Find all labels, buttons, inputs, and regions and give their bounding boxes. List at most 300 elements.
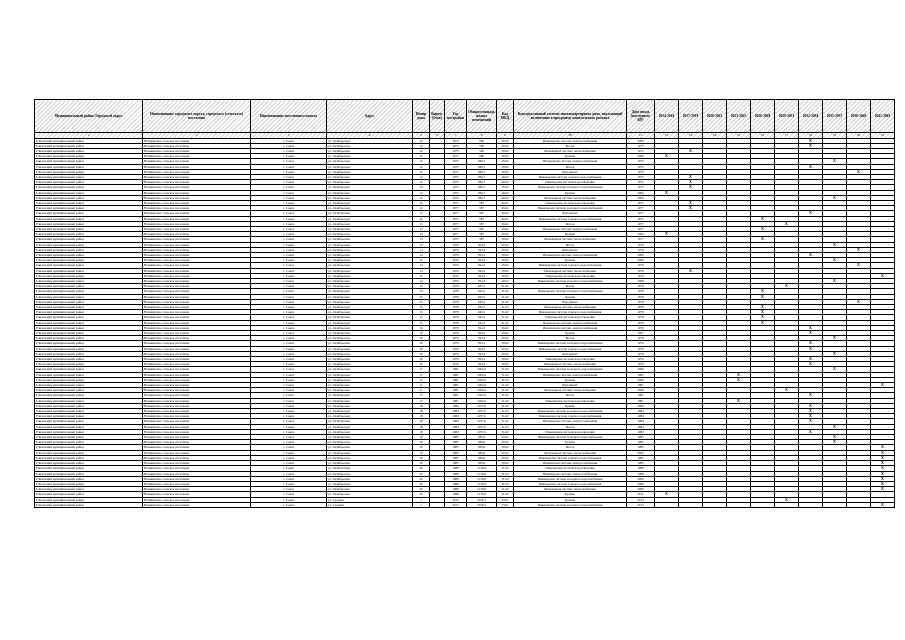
table-cell: Начикинское сельское поселение xyxy=(143,331,251,336)
table-cell: с. Сокоч xyxy=(251,185,327,190)
table-cell: 1979 xyxy=(445,336,467,341)
table-cell: 29.02 xyxy=(497,273,514,278)
table-cell: с. Сокоч xyxy=(251,471,327,476)
table-cell: 1037,6 xyxy=(467,409,497,414)
table-cell: 1981 xyxy=(445,388,467,393)
table-cell: Елизовский муниципальный район xyxy=(35,440,143,445)
table-cell: 12 xyxy=(413,148,430,153)
table-cell: ул. Октябрьская xyxy=(327,237,413,242)
table-cell: ул. Октябрьская xyxy=(327,278,413,283)
table-cell: 1984 xyxy=(445,419,467,424)
table-cell: 1976 xyxy=(445,273,467,278)
period-mark-cell: X xyxy=(751,226,775,231)
table-cell: Елизовский муниципальный район xyxy=(35,185,143,190)
table-cell: ул. Октябрьская xyxy=(327,341,413,346)
table-cell: 1975 xyxy=(627,174,655,179)
table-cell: 594,3 xyxy=(467,357,497,362)
table-cell: ул. Октябрьская xyxy=(327,346,413,351)
table-cell: 1981 xyxy=(445,398,467,403)
table-cell: 594,3 xyxy=(467,325,497,330)
table-cell: с. Сокоч xyxy=(251,226,327,231)
table-cell: 15 xyxy=(413,310,430,315)
table-cell: с. Сокоч xyxy=(251,487,327,492)
table-cell: 31.02 xyxy=(497,367,514,372)
table-cell: Елизовский муниципальный район xyxy=(35,331,143,336)
table-cell: ул. Октябрьская xyxy=(327,180,413,185)
table-cell: 31.02 xyxy=(497,372,514,377)
table-cell: Елизовский муниципальный район xyxy=(35,247,143,252)
table-cell: 1976 xyxy=(445,263,467,268)
table-cell: ул. Октябрьская xyxy=(327,398,413,403)
period-mark-cell: X xyxy=(823,424,847,429)
table-cell: с. Сокоч xyxy=(251,450,327,455)
table-cell: с. Сокоч xyxy=(251,377,327,382)
table-cell: Начикинское сельское поселение xyxy=(143,190,251,195)
table-cell: ул. Октябрьская xyxy=(327,388,413,393)
table-cell: ул. Октябрьская xyxy=(327,310,413,315)
table-cell: ул. Октябрьская xyxy=(327,325,413,330)
period-mark-cell: X xyxy=(799,325,823,330)
table-cell: ул. Октябрьская xyxy=(327,435,413,440)
table-cell: 16 xyxy=(413,351,430,356)
table-cell: 29.02 xyxy=(497,242,514,247)
table-cell: 17 xyxy=(413,372,430,377)
table-cell: Инженерная система теплоснабжения xyxy=(514,195,627,200)
table-cell: 1979 xyxy=(445,346,467,351)
table-cell: Начикинское сельское поселение xyxy=(143,237,251,242)
table-cell: 586 xyxy=(467,148,497,153)
table-cell: 20 xyxy=(413,466,430,471)
table-cell: 587 xyxy=(467,211,497,216)
table-cell: с. Сокоч xyxy=(251,211,327,216)
period-mark-cell: X xyxy=(847,247,871,252)
table-cell: Елизовский муниципальный район xyxy=(35,346,143,351)
period-mark-cell: X xyxy=(823,195,847,200)
table-cell: ул. Октябрьская xyxy=(327,200,413,205)
table-cell: 2009 xyxy=(627,138,655,143)
table-cell: 1977 xyxy=(445,211,467,216)
table-cell: Елизовский муниципальный район xyxy=(35,278,143,283)
table-cell: 1975 xyxy=(445,154,467,159)
table-cell: 29.02 xyxy=(497,138,514,143)
period-mark-cell xyxy=(775,502,799,507)
table-cell: 1985 xyxy=(445,445,467,450)
table-cell: 13 xyxy=(413,226,430,231)
table-cell: 13 xyxy=(413,237,430,242)
table-cell: Фасад xyxy=(514,143,627,148)
table-cell: Елизовский муниципальный район xyxy=(35,258,143,263)
table-cell: ул. Октябрьская xyxy=(327,315,413,320)
table-cell: ул. Октябрьская xyxy=(327,174,413,179)
table-cell: Елизовский муниципальный район xyxy=(35,164,143,169)
table-cell: с. Сокоч xyxy=(251,237,327,242)
table-cell: ул. Октябрьская xyxy=(327,294,413,299)
table-cell: Начикинское сельское поселение xyxy=(143,357,251,362)
period-mark-cell: X xyxy=(679,206,703,211)
column-header: 2029-2031 xyxy=(775,100,799,133)
table-cell: Инженерная система холодного водоснабжения xyxy=(514,435,627,440)
table-cell: 1985 xyxy=(445,440,467,445)
table-cell: 1976 xyxy=(445,252,467,257)
table-cell: Начикинское сельское поселение xyxy=(143,471,251,476)
table-cell: 1037,6 xyxy=(467,419,497,424)
table-cell: 1975 xyxy=(445,185,467,190)
table-cell: 1979 xyxy=(627,336,655,341)
table-cell: 1064,9 xyxy=(467,398,497,403)
table-cell: 1981 xyxy=(627,398,655,403)
table-cell: Инженерная система холодного водоснабжения xyxy=(514,289,627,294)
table-cell: 1975 xyxy=(445,190,467,195)
table-cell: Инженерная система электроснабжения xyxy=(514,320,627,325)
table-cell: Елизовский муниципальный район xyxy=(35,206,143,211)
table-cell: 1976 xyxy=(627,273,655,278)
table-cell: Фундамент xyxy=(514,247,627,252)
table-cell: Начикинское сельское поселение xyxy=(143,383,251,388)
table-cell: Инженерная система холодного водоснабжения xyxy=(514,409,627,414)
table-cell: 594,3 xyxy=(467,346,497,351)
table-cell: 31.02 xyxy=(497,419,514,424)
table-cell: 1064,9 xyxy=(467,372,497,377)
table-cell: 2356,3 xyxy=(467,497,497,502)
table-cell: Начикинское сельское поселение xyxy=(143,429,251,434)
table-cell: 1975 xyxy=(627,180,655,185)
column-number: 10 xyxy=(514,133,627,139)
table-cell: ул. Октябрьская xyxy=(327,320,413,325)
period-mark-cell: X xyxy=(799,419,823,424)
table-cell: 12 xyxy=(413,180,430,185)
table-cell: 16 xyxy=(413,346,430,351)
table-cell: 12 xyxy=(413,211,430,216)
table-cell: с. Сокоч xyxy=(251,341,327,346)
table-cell: Начикинское сельское поселение xyxy=(143,341,251,346)
table-cell: 1976 xyxy=(627,268,655,273)
table-cell: Начикинское сельское поселение xyxy=(143,216,251,221)
table-cell: Елизовский муниципальный район xyxy=(35,424,143,429)
table-cell: Начикинское сельское поселение xyxy=(143,481,251,486)
table-cell: Крыша xyxy=(514,440,627,445)
table-cell: 12 xyxy=(413,143,430,148)
table-cell: Начикинское сельское поселение xyxy=(143,419,251,424)
table-cell: Начикинское сельское поселение xyxy=(143,502,251,507)
table-cell: 1975 xyxy=(445,148,467,153)
table-cell: ул. Октябрьская xyxy=(327,148,413,153)
table-cell: 594,3 xyxy=(467,242,497,247)
table-cell: Начикинское сельское поселение xyxy=(143,310,251,315)
table-cell: Начикинское сельское поселение xyxy=(143,461,251,466)
table-cell: 16 xyxy=(413,325,430,330)
table-cell: 31.02 xyxy=(497,393,514,398)
table-cell: 945,5 xyxy=(467,289,497,294)
table-cell: с. Сокоч xyxy=(251,445,327,450)
table-cell: 29.02 xyxy=(497,190,514,195)
table-cell: 1978 xyxy=(445,294,467,299)
table-cell: 1984 xyxy=(627,409,655,414)
period-mark-cell: X xyxy=(799,331,823,336)
table-cell: 12 xyxy=(413,169,430,174)
table-cell: ул. Октябрьская xyxy=(327,487,413,492)
table-cell: 1978 xyxy=(627,299,655,304)
table-cell: ул. Октябрьская xyxy=(327,284,413,289)
table-cell: Елизовский муниципальный район xyxy=(35,221,143,226)
table-cell: Инженерная система теплоснабжения xyxy=(514,450,627,455)
table-cell: Начикинское сельское поселение xyxy=(143,206,251,211)
period-mark-cell: X xyxy=(871,466,895,471)
table-cell: 586,6 xyxy=(467,450,497,455)
period-mark-cell: X xyxy=(655,154,679,159)
table-cell: 1977 xyxy=(627,237,655,242)
period-mark-cell: X xyxy=(799,252,823,257)
period-mark-cell: X xyxy=(823,440,847,445)
table-cell: 1985 xyxy=(627,440,655,445)
table-cell: Елизовский муниципальный район xyxy=(35,357,143,362)
table-cell: 12 xyxy=(413,216,430,221)
table-cell: Инженерная система электроснабжения xyxy=(514,471,627,476)
table-cell: 587 xyxy=(467,232,497,237)
period-mark-cell: X xyxy=(823,336,847,341)
table-cell: 14 xyxy=(413,252,430,257)
table-cell: 1139,8 xyxy=(467,476,497,481)
table-cell: с. Сокоч xyxy=(251,154,327,159)
table-cell: 12 xyxy=(413,164,430,169)
table-cell: 31.02 xyxy=(497,398,514,403)
table-cell: 29.02 xyxy=(497,195,514,200)
table-cell: Крыша xyxy=(514,232,627,237)
table-cell: Инженерная система холодного водоснабжения xyxy=(514,206,627,211)
period-mark-cell: X xyxy=(799,346,823,351)
table-cell: Крыша xyxy=(514,258,627,263)
table-cell: 29.02 xyxy=(497,278,514,283)
period-mark-cell: X xyxy=(679,200,703,205)
table-cell: с. Сокоч xyxy=(251,393,327,398)
table-cell: Инженерная система горячего водоснабжения xyxy=(514,455,627,460)
table-cell: Инженерная система водоотведения xyxy=(514,180,627,185)
table-cell: Елизовский муниципальный район xyxy=(35,341,143,346)
table-cell: ул. Октябрьская xyxy=(327,226,413,231)
table-cell: 1977 xyxy=(445,216,467,221)
table-cell: 1037,6 xyxy=(467,414,497,419)
table-cell: 1064,9 xyxy=(467,383,497,388)
table-cell: Фундамент xyxy=(514,299,627,304)
period-mark-cell: X xyxy=(751,315,775,320)
table-cell: Начикинское сельское поселение xyxy=(143,159,251,164)
column-header: 2023-2025 xyxy=(727,100,751,133)
table-cell: с. Сокоч xyxy=(251,372,327,377)
table-cell: 2013 xyxy=(627,497,655,502)
table-cell: 29.02 xyxy=(497,211,514,216)
table-cell: Начикинское сельское поселение xyxy=(143,315,251,320)
table-cell: 1037,6 xyxy=(467,403,497,408)
table-cell: Елизовский муниципальный район xyxy=(35,242,143,247)
table-cell: ул. Октябрьская xyxy=(327,247,413,252)
table-cell: 587 xyxy=(467,200,497,205)
table-cell: с. Сокоч xyxy=(251,305,327,310)
table-cell: Начикинское сельское поселение xyxy=(143,372,251,377)
table-cell: Фасад xyxy=(514,445,627,450)
table-cell: 2009 xyxy=(627,195,655,200)
period-mark-cell: X xyxy=(679,185,703,190)
table-cell: Елизовский муниципальный район xyxy=(35,388,143,393)
table-cell: Елизовский муниципальный район xyxy=(35,159,143,164)
table-cell: ул. Октябрьская xyxy=(327,409,413,414)
table-cell: 1978 xyxy=(445,305,467,310)
period-mark-cell: X xyxy=(727,398,751,403)
table-cell: 1985 xyxy=(627,435,655,440)
period-mark-cell: X xyxy=(727,377,751,382)
table-cell: 587 xyxy=(467,237,497,242)
table-cell: Начикинское сельское поселение xyxy=(143,435,251,440)
table-cell: 1979 xyxy=(445,331,467,336)
table-cell: 29.02 xyxy=(497,185,514,190)
table-cell: 1981 xyxy=(445,377,467,382)
table-cell: 29.02 xyxy=(497,237,514,242)
period-mark-cell: X xyxy=(799,429,823,434)
column-header: Номер дома xyxy=(413,100,430,133)
table-cell: 1975 xyxy=(627,143,655,148)
table-cell: 1984 xyxy=(445,409,467,414)
table-cell: с. Сокоч xyxy=(251,414,327,419)
table-cell: 1985 xyxy=(445,455,467,460)
table-cell: 1978 xyxy=(627,310,655,315)
table-cell: 594,3 xyxy=(467,362,497,367)
table-cell: 1985 xyxy=(627,461,655,466)
table-cell: 19 xyxy=(413,455,430,460)
table-cell: 945,5 xyxy=(467,284,497,289)
table-cell: 586,7 xyxy=(467,180,497,185)
table-cell: ул. Октябрьская xyxy=(327,471,413,476)
table-cell: ул. Октябрьская xyxy=(327,252,413,257)
table-cell: 594,3 xyxy=(467,273,497,278)
table-cell: 15 xyxy=(413,299,430,304)
table-cell: 14 xyxy=(413,263,430,268)
table-cell: 1984 xyxy=(445,424,467,429)
table-cell: 945,5 xyxy=(467,305,497,310)
table-cell: 586,6 xyxy=(467,455,497,460)
table-cell: 31.02 xyxy=(497,481,514,486)
table-cell: ул. Октябрьская xyxy=(327,216,413,221)
table-cell: Начикинское сельское поселение xyxy=(143,263,251,268)
column-number: 15 xyxy=(727,133,751,139)
table-cell: Начикинское сельское поселение xyxy=(143,169,251,174)
table-cell: Начикинское сельское поселение xyxy=(143,174,251,179)
period-mark-cell: X xyxy=(799,414,823,419)
table-cell: Инженерная система горячего водоснабжения xyxy=(514,216,627,221)
table-cell: 1975 xyxy=(627,159,655,164)
table-cell: 14 xyxy=(413,273,430,278)
table-cell: 1975 xyxy=(445,174,467,179)
table-cell: 2009 xyxy=(627,450,655,455)
table-row xyxy=(35,502,895,507)
table-cell: Начикинское сельское поселение xyxy=(143,294,251,299)
table-cell: 1975 xyxy=(445,143,467,148)
table-cell: с. Сокоч xyxy=(251,367,327,372)
table-cell: 2006 xyxy=(627,232,655,237)
table-cell: Елизовский муниципальный район xyxy=(35,174,143,179)
table-cell: Фундамент xyxy=(514,351,627,356)
table-cell: 20 xyxy=(413,481,430,486)
table-cell: с. Сокоч xyxy=(251,299,327,304)
table-cell: 1984 xyxy=(445,429,467,434)
table-cell: 12 xyxy=(413,195,430,200)
table-cell: 586,7 xyxy=(467,164,497,169)
table-cell: 1977 xyxy=(445,221,467,226)
table-cell: 12 xyxy=(413,206,430,211)
table-cell: Начикинское сельское поселение xyxy=(143,232,251,237)
table-cell: Начикинское сельское поселение xyxy=(143,268,251,273)
table-cell: 17 xyxy=(413,367,430,372)
table-cell: 1979 xyxy=(445,341,467,346)
table-cell: 1975 xyxy=(445,180,467,185)
table-cell: 594,3 xyxy=(467,351,497,356)
column-number: 11 xyxy=(627,133,655,139)
column-header: Адрес xyxy=(327,100,413,133)
table-cell: Инженерная система электроснабжения xyxy=(514,159,627,164)
table-cell: Инженерная система электроснабжения xyxy=(514,252,627,257)
table-cell: Фасад xyxy=(514,393,627,398)
table-cell: Инженерная система водоотведения xyxy=(514,200,627,205)
table-cell: 31.02 xyxy=(497,294,514,299)
table-cell: 31.02 xyxy=(497,424,514,429)
table-cell: ул. Октябрьская xyxy=(327,164,413,169)
table-cell: 1977 xyxy=(445,206,467,211)
period-mark-cell: X xyxy=(823,278,847,283)
table-cell: 29.02 xyxy=(497,232,514,237)
table-cell: с. Сокоч xyxy=(251,278,327,283)
table-cell: ул. Октябрьская xyxy=(327,393,413,398)
table-cell: ул. Октябрьская xyxy=(327,424,413,429)
period-mark-cell: X xyxy=(847,263,871,268)
period-mark-cell: X xyxy=(823,258,847,263)
table-cell: Начикинское сельское поселение xyxy=(143,336,251,341)
table-cell: 2006 xyxy=(627,154,655,159)
table-cell: Крыша xyxy=(514,377,627,382)
table-cell: Елизовский муниципальный район xyxy=(35,497,143,502)
table-cell: ул. Октябрьская xyxy=(327,367,413,372)
table-cell: Елизовский муниципальный район xyxy=(35,263,143,268)
table-cell: ул. Октябрьская xyxy=(327,289,413,294)
table-cell: Фундамент xyxy=(514,383,627,388)
column-number: 18 xyxy=(799,133,823,139)
period-mark-cell: X xyxy=(751,310,775,315)
column-number: 16 xyxy=(751,133,775,139)
table-cell: Елизовский муниципальный район xyxy=(35,211,143,216)
period-mark-cell: X xyxy=(823,367,847,372)
table-cell: Инженерная система электроснабжения xyxy=(514,138,627,143)
table-cell: 12 xyxy=(413,154,430,159)
table-cell: 1139,8 xyxy=(467,481,497,486)
table-cell: Елизовский муниципальный район xyxy=(35,372,143,377)
table-cell: 1988 xyxy=(445,471,467,476)
table-cell: 18 xyxy=(413,414,430,419)
table-cell: Елизовский муниципальный район xyxy=(35,190,143,195)
column-header: Конструктивный элемент многоквартирного дома, подлежащий включению в программу капитального ремонта xyxy=(514,100,627,133)
table-cell: 12 xyxy=(413,185,430,190)
table-cell: 29.02 xyxy=(497,164,514,169)
table-cell: Начикинское сельское поселение xyxy=(143,211,251,216)
period-mark-cell: X xyxy=(871,481,895,486)
table-cell: ул. Октябрьская xyxy=(327,159,413,164)
table-cell: 29.02 xyxy=(497,445,514,450)
table-cell: 31.02 xyxy=(497,299,514,304)
period-mark-cell: X xyxy=(679,180,703,185)
column-header: Наименование городского округа, городского (сельского) поселения xyxy=(143,100,251,133)
table-cell: Елизовский муниципальный район xyxy=(35,148,143,153)
table-cell: с. Сокоч xyxy=(251,310,327,315)
table-cell: 29.02 xyxy=(497,351,514,356)
table-cell: 1981 xyxy=(445,372,467,377)
table-cell: 19 xyxy=(413,450,430,455)
table-cell: 15 xyxy=(413,315,430,320)
table-cell: 1988 xyxy=(445,492,467,497)
